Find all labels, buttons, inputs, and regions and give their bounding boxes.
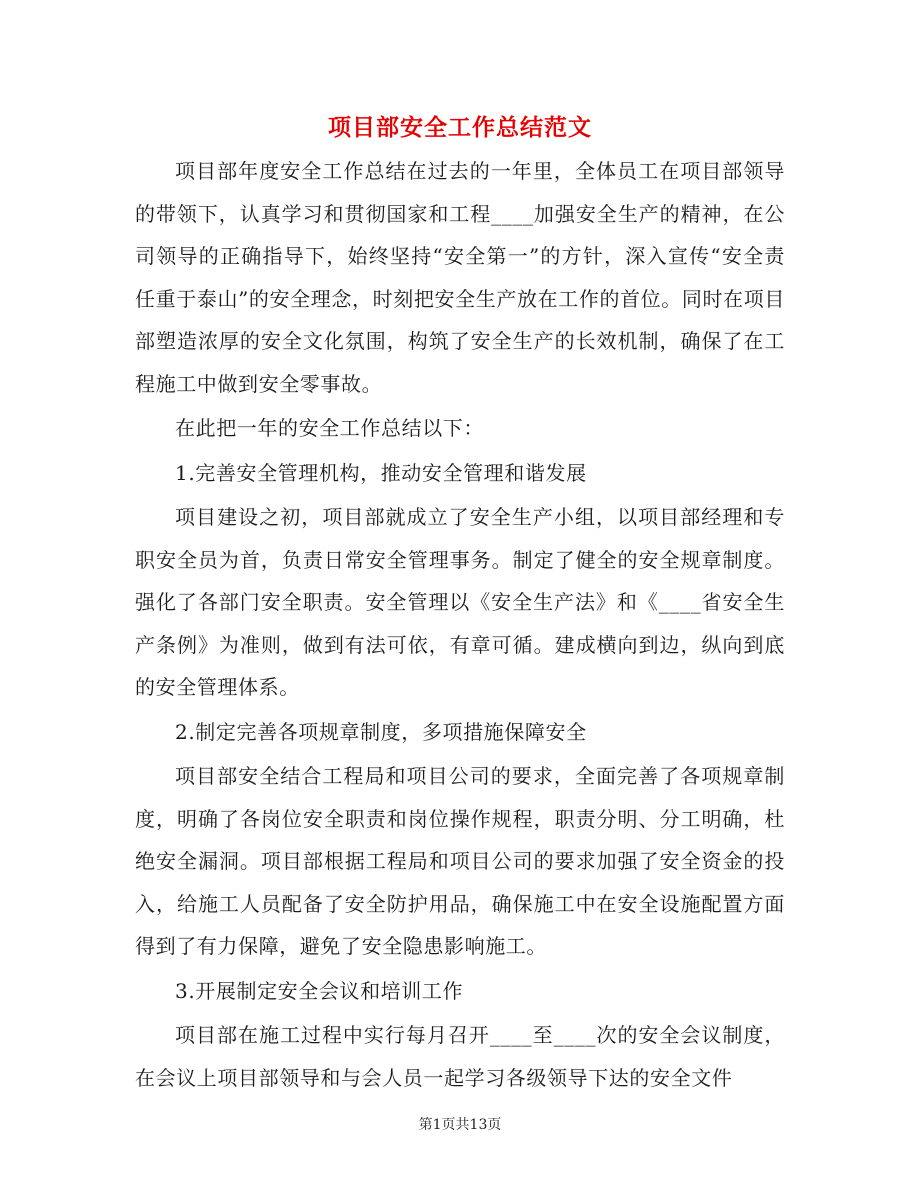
document-body xyxy=(135,150,785,1099)
document-title: 项目部安全工作总结范文 xyxy=(328,114,592,141)
section-heading-1: 1.完善安全管理机构，推动安全管理和谐发展 xyxy=(175,460,587,485)
page-number: 第1页共13页 xyxy=(418,1117,502,1133)
section-heading-3: 3.开展制定安全会议和培训工作 xyxy=(175,978,464,1003)
paragraph-summary-lead: 在此把一年的安全工作总结以下： xyxy=(175,416,484,440)
paragraph-section-3: 项目部在施工过程中实行每月召开____至____次的安全会议制度，在会议上项目部领导和与会人员一起学习各级领导下达的安全文件 xyxy=(135,1023,785,1090)
section-heading-2: 2.制定完善各项规章制度，多项措施保障安全 xyxy=(175,719,587,744)
paragraph-intro: 项目部年度安全工作总结在过去的一年里，全体员工在项目部领导的带领下，认真学习和贯彻国家和工程____加强安全生产的精神，在公司领导的正确指导下，始终坚持“安全第一”的方针，深入宣传“安全责任重于泰山”的安全理念，时刻把安全生产放在工作的首位。同时在项目部塑造浓厚的安全文化氛围，构筑了安全生产的长效机制，确保了在工程施工中做到安全零事故。 xyxy=(135,159,785,396)
paragraph-section-2: 项目部安全结合工程局和项目公司的要求，全面完善了各项规章制度，明确了各岗位安全职责和岗位操作规程，职责分明、分工明确，杜绝安全漏洞。项目部根据工程局和项目公司的要求加强了安全资金的投入，给施工人员配备了安全防护用品，确保施工中在安全设施配置方面得到了有力保障，避免了安全隐患影响施工。 xyxy=(135,764,785,958)
paragraph-section-1: 项目建设之初，项目部就成立了安全生产小组，以项目部经理和专职安全员为首，负责日常安全管理事务。制定了健全的安全规章制度。强化了各部门安全职责。安全管理以《安全生产法》和《____省安全生产条例》为准则，做到有法可依，有章可循。建成横向到边，纵向到底的安全管理体系。 xyxy=(135,505,785,699)
